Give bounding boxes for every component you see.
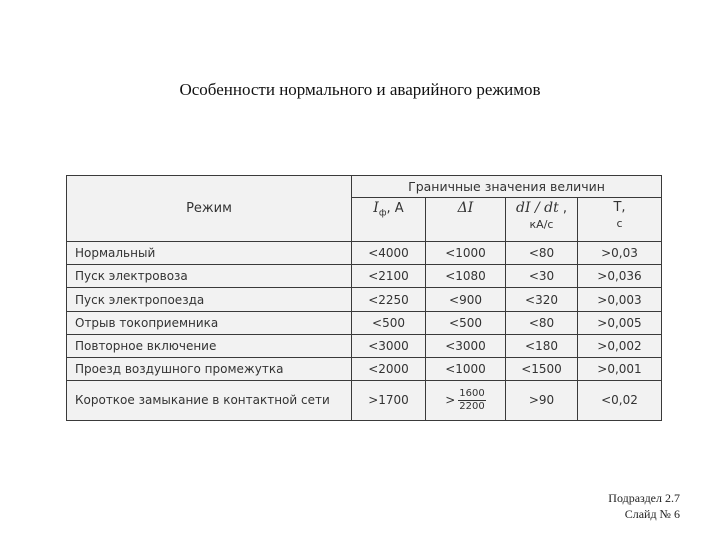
current-increment-cell: <1000	[426, 242, 506, 265]
mode-cell: Проезд воздушного промежутка	[67, 357, 352, 380]
duration-cell: >0,001	[578, 357, 662, 380]
current-increment-cell: <3000	[426, 334, 506, 357]
duration-cell: >0,003	[578, 288, 662, 311]
current-rate-cell: >90	[506, 380, 578, 420]
duration-cell: >0,005	[578, 311, 662, 334]
limit-values-table	[66, 175, 662, 421]
mode-cell: Отрыв токоприемника	[67, 311, 352, 334]
table-row	[67, 242, 662, 265]
table-row	[67, 380, 662, 420]
current-rate-cell: <30	[506, 265, 578, 288]
table-row	[67, 334, 662, 357]
table-row	[67, 265, 662, 288]
limit-values-group-header: Граничные значения величин	[352, 176, 662, 198]
slide-footer	[608, 490, 680, 522]
duration-cell: <0,02	[578, 380, 662, 420]
current-increment-cell: <500	[426, 311, 506, 334]
slide-number: Слайд № 6	[624, 507, 680, 521]
mode-column-header: Режим	[67, 176, 352, 242]
current-cell: <500	[352, 311, 426, 334]
duration-cell: >0,002	[578, 334, 662, 357]
current-cell: <4000	[352, 242, 426, 265]
current-cell: <2100	[352, 265, 426, 288]
duration-cell: >0,03	[578, 242, 662, 265]
current-increment-cell: <1080	[426, 265, 506, 288]
mode-cell: Короткое замыкание в контактной сети	[67, 380, 352, 420]
mode-cell: Пуск электровоза	[67, 265, 352, 288]
current-rate-cell: <1500	[506, 357, 578, 380]
current-rate-cell: <320	[506, 288, 578, 311]
mode-cell: Повторное включение	[67, 334, 352, 357]
mode-cell: Нормальный	[67, 242, 352, 265]
current-increment-column-header: ΔI	[426, 198, 506, 242]
duration-column-header: T, с	[578, 198, 662, 242]
current-cell: >1700	[352, 380, 426, 420]
table-row	[67, 288, 662, 311]
current-rate-column-header: dI / dt , кА/с	[506, 198, 578, 242]
current-rate-cell: <180	[506, 334, 578, 357]
current-cell: <2000	[352, 357, 426, 380]
slide-title: Особенности нормального и аварийного режимов	[179, 80, 541, 99]
table-row	[67, 311, 662, 334]
duration-cell: >0,036	[578, 265, 662, 288]
current-increment-cell: <1000	[426, 357, 506, 380]
subsection-label: Подраздел 2.7	[608, 491, 680, 505]
mode-cell: Пуск электропоезда	[67, 288, 352, 311]
fraction: $\frac{1600}{2200}$	[459, 387, 485, 412]
table-row	[67, 357, 662, 380]
current-increment-cell: <900	[426, 288, 506, 311]
current-column-header: $I_ф$, А	[352, 198, 426, 242]
limit-values-table-image	[66, 175, 661, 421]
current-cell: <2250	[352, 288, 426, 311]
current-rate-cell: <80	[506, 311, 578, 334]
current-increment-cell: > $\frac{1600}{2200}$	[426, 380, 506, 420]
current-rate-cell: <80	[506, 242, 578, 265]
current-cell: <3000	[352, 334, 426, 357]
